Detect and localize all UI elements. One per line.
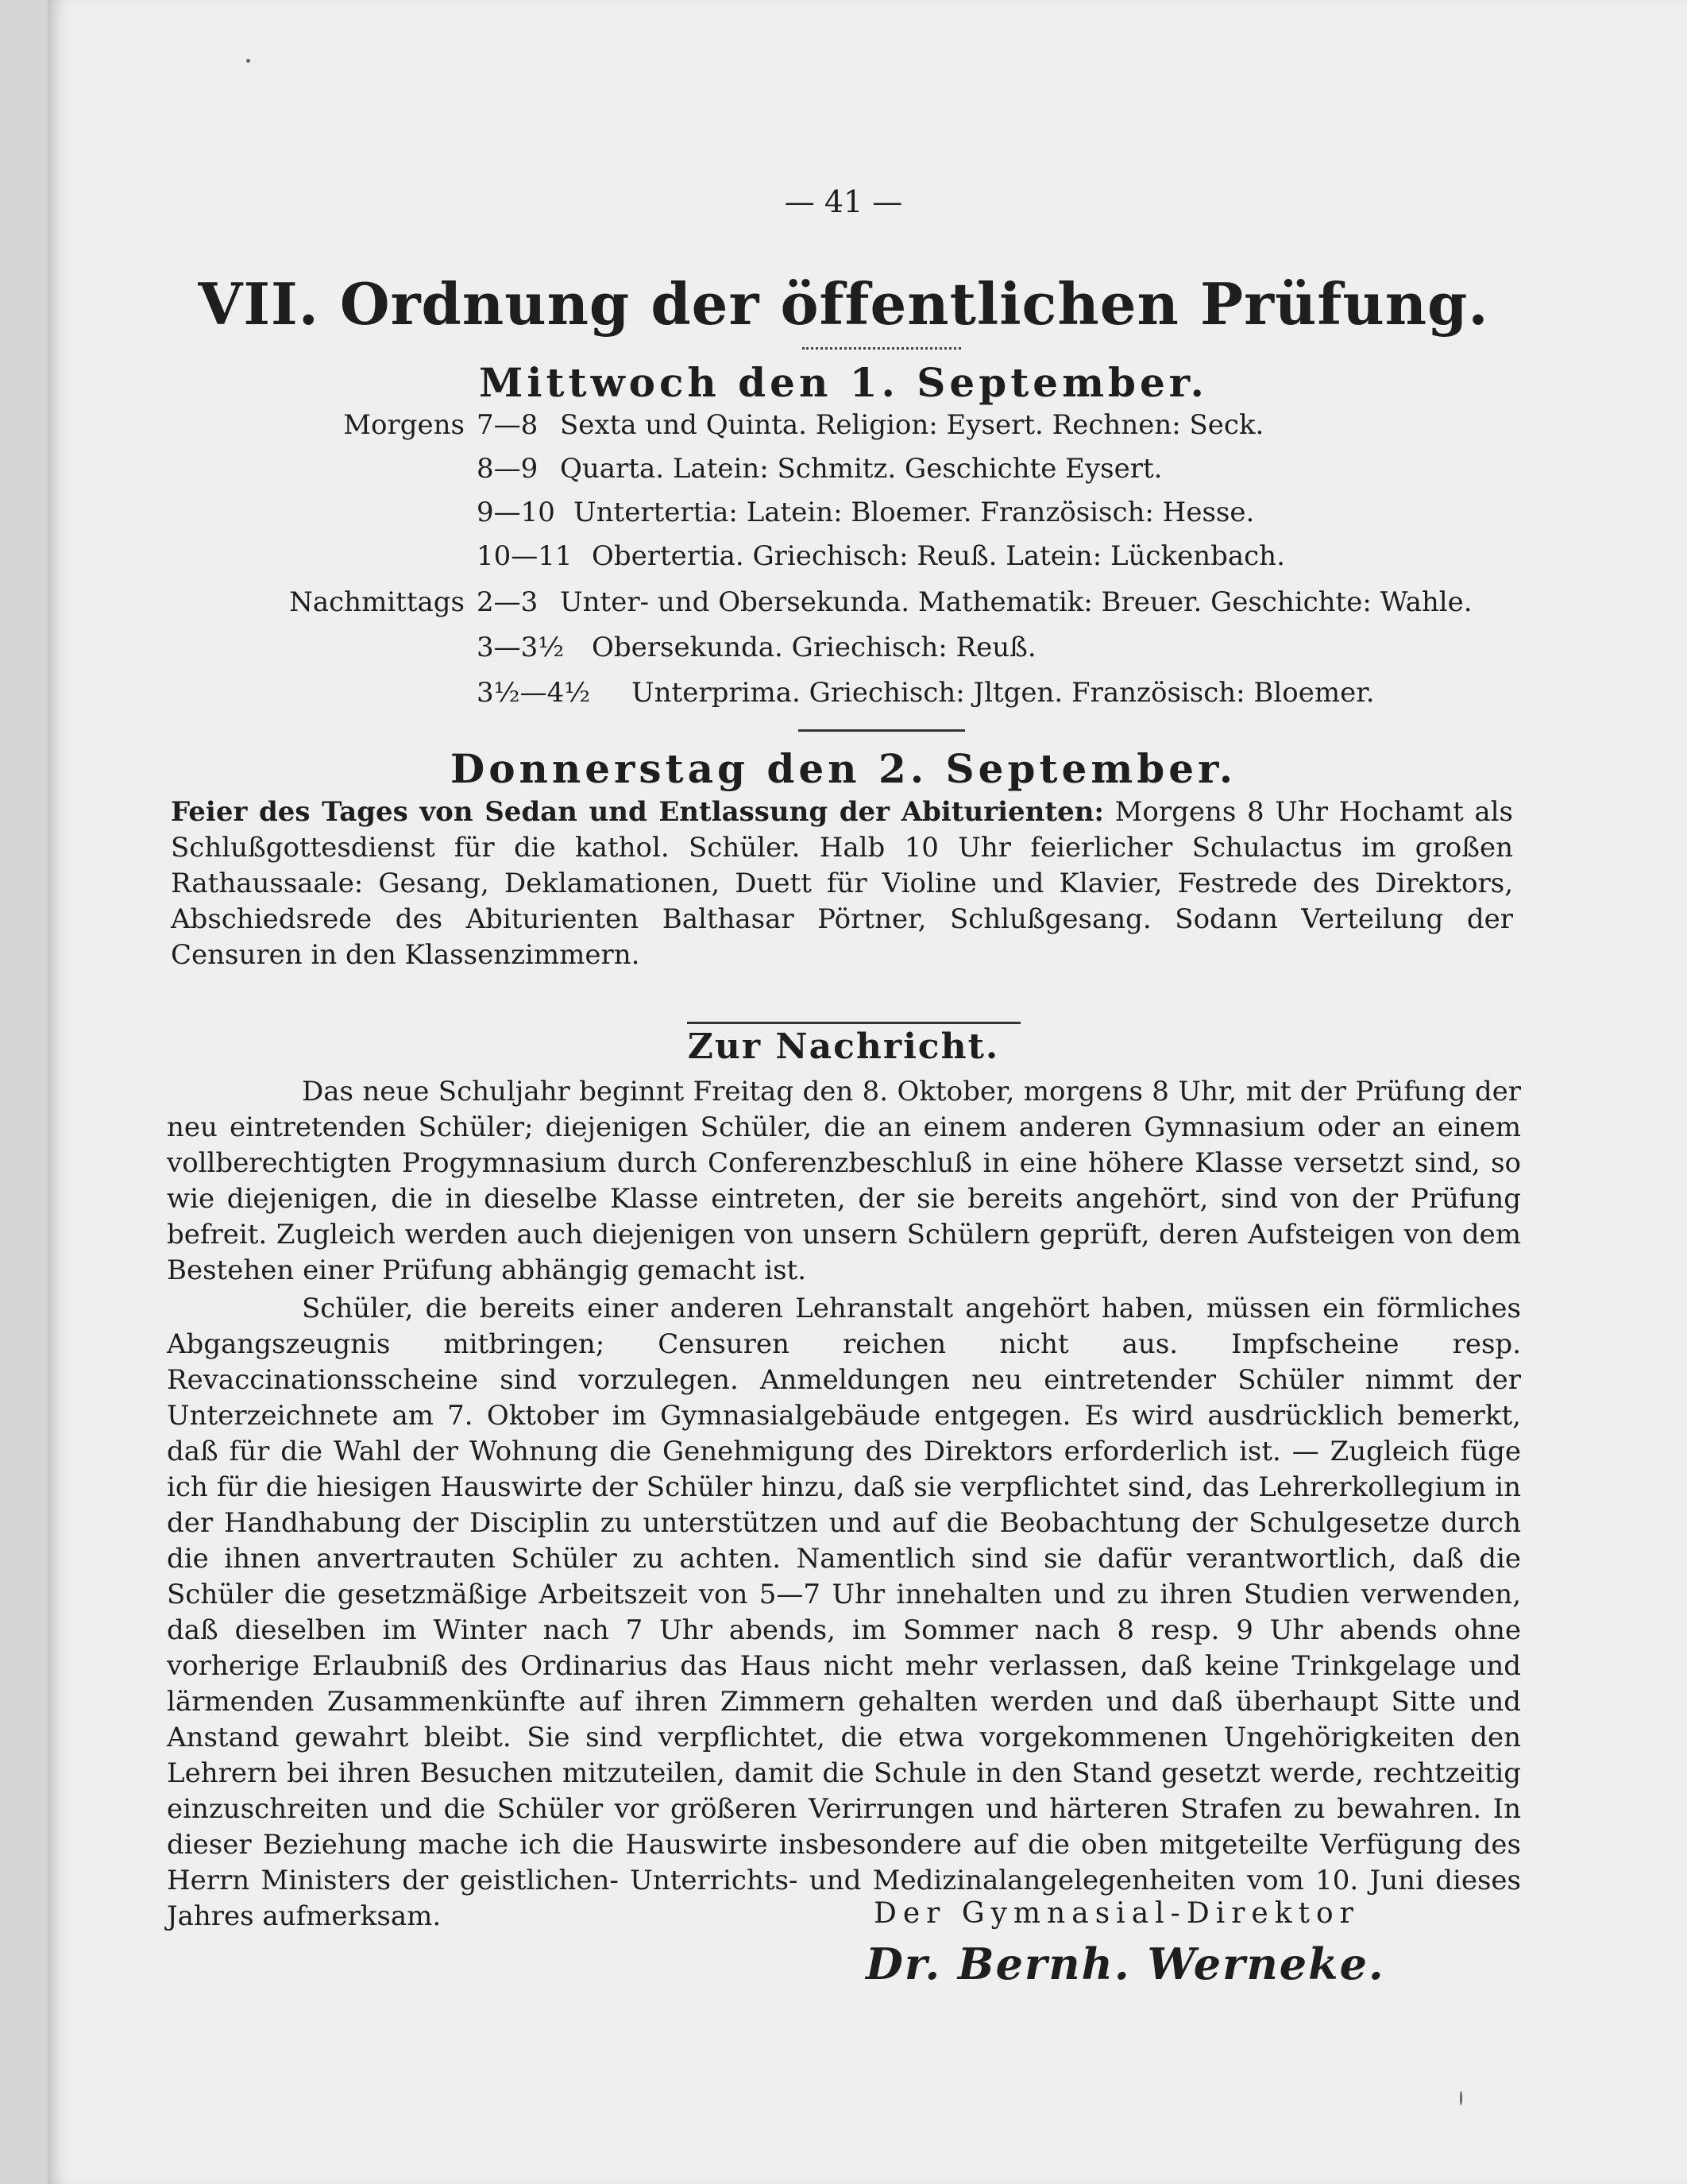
page-number: — 41 —: [784, 184, 903, 219]
schedule-content: Obertertia. Griechisch: Reuß. Latein: Lückenbach.: [592, 540, 1285, 572]
day1-title: Mittwoch den 1. September.: [479, 359, 1208, 406]
signature-title: Der Gymnasial-Direktor: [874, 1897, 1360, 1930]
heading-dotted-rule: [802, 347, 961, 350]
day2-title: Donnerstag den 2. September.: [450, 745, 1237, 792]
schedule-time: 7—8: [477, 409, 539, 441]
signature-name: Dr. Bernh. Werneke.: [866, 1939, 1385, 1989]
schedule-period-label: Morgens: [343, 409, 465, 441]
scan-speck: [246, 59, 250, 63]
schedule-content: Obersekunda. Griechisch: Reuß.: [592, 632, 1037, 663]
schedule-content: Sexta und Quinta. Religion: Eysert. Rechnen: Seck.: [560, 409, 1264, 441]
schedule-content: Untertertia: Latein: Bloemer. Französisch: Hesse.: [573, 497, 1255, 528]
schedule-time: 3½—4½: [477, 677, 591, 709]
notice-paragraph-2: Schüler, die bereits einer anderen Lehranstalt angehört haben, müssen ein förmliches Abgangszeugnis mitbringen; Censuren reichen nicht aus. Impfscheine resp. Revaccinationsscheine sind vorzulegen. Anmeldungen neu eintretender Schüler nimmt der Unterzeichnete am 7. Oktober im Gymnasialgebäude entgegen. Es wird ausdrücklich bemerkt, daß für die Wahl der Wohnung die Genehmigung des Direktors erforderlich ist. — Zugleich füge ich für die hiesigen Hauswirte der Schüler hinzu, daß sie verpflichtet sind, das Lehrerkollegium in der Handhabung der Disciplin zu unterstützen und auf die Beobachtung der Schulgesetze durch die ihnen anvertrauten Schüler zu achten. Namentlich sind sie dafür verantwortlich, daß die Schüler die gesetzmäßige Arbeitszeit von 5—7 Uhr innehalten und zu ihren Studien verwenden, daß dieselben im Winter nach 7 Uhr abends, im Sommer nach 8 resp. 9 Uhr abends ohne vorherige Erlaubniß des Ordinarius das Haus nicht mehr verlassen, daß keine Trinkgelage und lärmenden Zusammenkünfte auf ihren Zimmern gehalten werden und daß überhaupt Sitte und Anstand gewahrt bleibt. Sie sind verpflichtet, die etwa vorgekommenen Ungehörigkeiten den Lehrern bei ihren Besuchen mitzuteilen, damit die Schule in den Stand gesetzt werde, rechtzeitig einzuschreiten und die Schüler vor größeren Verirrungen und härteren Strafen zu bewahren. In dieser Beziehung mache ich die Hauswirte insbesondere auf die oben mitgeteilte Verfügung des Herrn Ministers der geistlichen- Unterrichts- und Medizinalangelegenheiten vom 10. Juni dieses Jahres aufmerksam.: [167, 1293, 1521, 1932]
schedule-content: Unter- und Obersekunda. Mathematik: Breuer. Geschichte: Wahle.: [560, 586, 1473, 618]
schedule-time: 10—11: [477, 540, 573, 572]
schedule-time: 2—3: [477, 586, 539, 618]
schedule-content: Quarta. Latein: Schmitz. Geschichte Eysert.: [560, 453, 1163, 485]
schedule-period-label: Nachmittags: [289, 586, 465, 618]
schedule-time: 8—9: [477, 453, 539, 485]
divider-rule: [798, 729, 965, 732]
section-heading: VII. Ordnung der öffentlichen Prüfung.: [198, 270, 1489, 338]
notice-title: Zur Nachricht.: [687, 1026, 1000, 1067]
schedule-content: Unterprima. Griechisch: Jltgen. Französisch: Bloemer.: [631, 677, 1375, 709]
schedule-time: 9—10: [477, 497, 555, 528]
day2-text: Morgens 8 Uhr Hochamt als Schlußgottesdienst für die kathol. Schüler. Halb 10 Uhr feierlicher Schulactus im großen Rathaussaale: Gesang, Deklamationen, Duett für Violine und Klavier, Festrede des Direktors, Abschiedsrede des Abiturienten Balthasar Pörtner, Schlußgesang. Sodann Verteilung der Censuren in den Klassenzimmern.: [171, 796, 1513, 971]
schedule-time: 3—3½: [477, 632, 565, 663]
day2-lead: Feier des Tages von Sedan und Entlassung der Abiturienten:: [171, 796, 1104, 828]
day2-paragraph: [171, 794, 1513, 973]
notice-paragraph-1: Das neue Schuljahr beginnt Freitag den 8. Oktober, morgens 8 Uhr, mit der Prüfung der neu eintretenden Schüler; diejenigen Schüler, die an einem anderen Gymnasium oder an einem vollberechtigten Progymnasium durch Conferenzbeschluß in eine höhere Klasse versetzt sind, so wie diejenigen, die in dieselbe Klasse eintreten, der sie bereits angehört, sind von der Prüfung befreit. Zugleich werden auch diejenigen von unsern Schülern geprüft, deren Aufsteigen von dem Bestehen einer Prüfung abhängig gemacht ist.: [167, 1076, 1521, 1286]
notice-divider: [687, 1022, 1021, 1024]
scan-speck: [1460, 2091, 1462, 2105]
